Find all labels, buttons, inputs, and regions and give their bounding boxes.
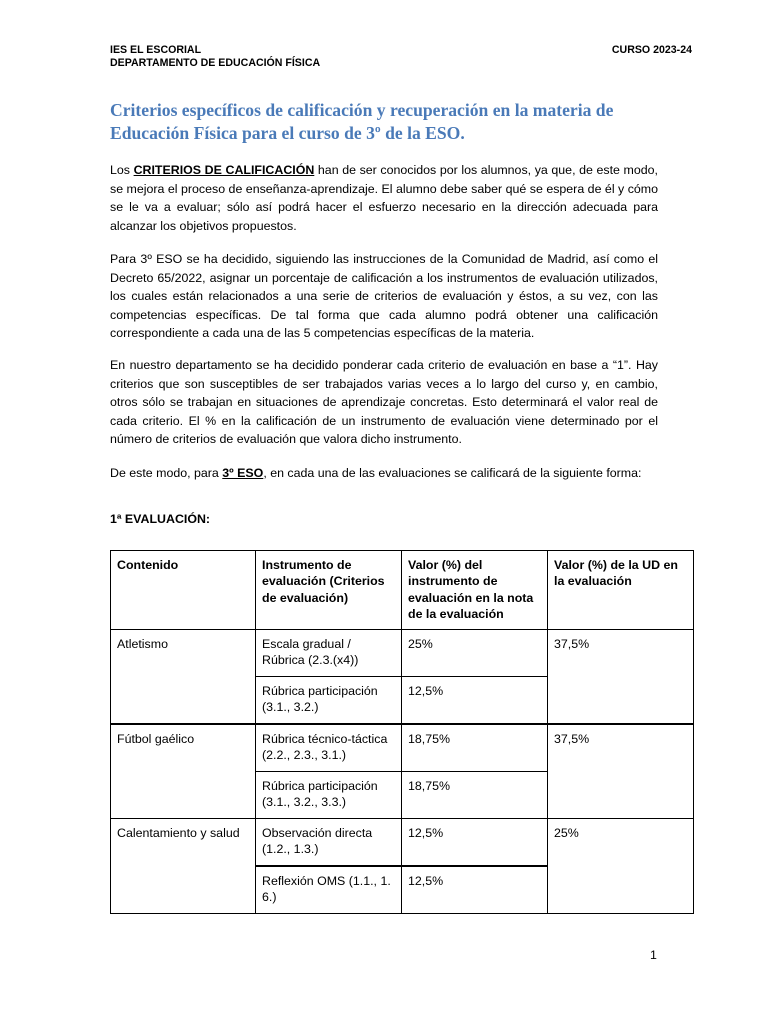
value-cell: 12,5% — [402, 819, 548, 867]
value-cell: 25% — [402, 630, 548, 677]
table-header-row — [111, 551, 694, 630]
value-cell: 18,75% — [402, 724, 548, 772]
evaluation-heading: 1ª EVALUACIÓN: — [110, 512, 211, 526]
instrument-cell: Observación directa (1.2., 1.3.) — [256, 819, 402, 867]
p1-pre: Los — [110, 163, 134, 177]
paragraph-decree: Para 3º ESO se ha decidido, siguiendo las instrucciones de la Comunidad de Madrid, así como el Decreto 65/2022, asignar un porcentaje de calificación a los instrumentos de evaluación utilizados, los cuales están relacionados a una serie de criterios de evaluación y éstos, a su vez, con las competencias específicas. De tal forma que cada alumno podrá obtener una calificación correspondiente a cada una de las 5 competencias específicas de la materia. — [110, 252, 658, 341]
eso-emphasis: 3º ESO — [222, 466, 264, 480]
department-name: DEPARTAMENTO DE EDUCACIÓN FÍSICA — [110, 57, 321, 69]
ud-value-cell: 37,5% — [548, 630, 694, 725]
value-cell: 18,75% — [402, 772, 548, 819]
instrument-cell: Rúbrica participación (3.1., 3.2., 3.3.) — [256, 772, 402, 819]
ud-value-cell: 37,5% — [548, 724, 694, 819]
paragraph-weighting: En nuestro departamento se ha decidido ponderar cada criterio de evaluación en base a “1”. Hay criterios que son susceptibles de ser trabajados varias veces a lo largo del curso y, en cambio, otros sólo se trabajan en situaciones de aprendizaje concretas. Esto determinará el valor real de cada criterio. El % en la calificación de un instrumento de evaluación viene determinado por el número de criterios de evaluación que valora dicho instrumento. — [110, 358, 658, 447]
document-title: Criterios específicos de calificación y recuperación en la materia de Educación Física para el curso de 3º de la ESO. — [110, 100, 614, 143]
header-instrument: Instrumento de evaluación (Criterios de evaluación) — [256, 551, 402, 630]
ud-value-cell: 25% — [548, 819, 694, 914]
p4-pre: De este modo, para — [110, 466, 223, 480]
school-name: IES EL ESCORIAL — [110, 44, 202, 56]
header-content: Contenido — [111, 551, 256, 630]
table-row — [111, 819, 694, 867]
value-cell: 12,5% — [402, 866, 548, 914]
instrument-cell: Rúbrica participación (3.1., 3.2.) — [256, 677, 402, 725]
instrument-cell: Escala gradual / Rúbrica (2.3.(x4)) — [256, 630, 402, 677]
page-number: 1 — [650, 948, 657, 962]
table-row — [111, 724, 694, 772]
instrument-cell: Reflexión OMS (1.1., 1. 6.) — [256, 866, 402, 914]
course-year: CURSO 2023-24 — [611, 44, 692, 56]
grading-table — [110, 550, 694, 914]
table-row — [111, 630, 694, 677]
content-cell: Fútbol gaélico — [111, 724, 256, 819]
paragraph-eso-intro — [110, 464, 658, 483]
instrument-cell: Rúbrica técnico-táctica (2.2., 2.3., 3.1.) — [256, 724, 402, 772]
paragraph-criteria-intro — [110, 161, 658, 235]
page-header — [110, 44, 692, 70]
value-cell: 12,5% — [402, 677, 548, 725]
header-ud-value: Valor (%) de la UD en la evaluación — [548, 551, 694, 630]
p1-post: han de ser conocidos por los alumnos, ya que, de este modo, se mejora el proceso de enseñanza-aprendizaje. El alumno debe saber qué se espera de él y cómo se le va a evaluar; sólo así podrá hacer el esfuerzo necesario en la dirección adecuada para alcanzar los objetivos propuestos. — [110, 163, 658, 233]
content-cell: Calentamiento y salud — [111, 819, 256, 914]
p4-post: , en cada una de las evaluaciones se calificará de la siguiente forma: — [263, 466, 642, 480]
content-cell: Atletismo — [111, 630, 256, 725]
criteria-emphasis: CRITERIOS DE CALIFICACIÓN — [133, 163, 315, 177]
header-instrument-value: Valor (%) del instrumento de evaluación en la nota de la evaluación — [402, 551, 548, 630]
